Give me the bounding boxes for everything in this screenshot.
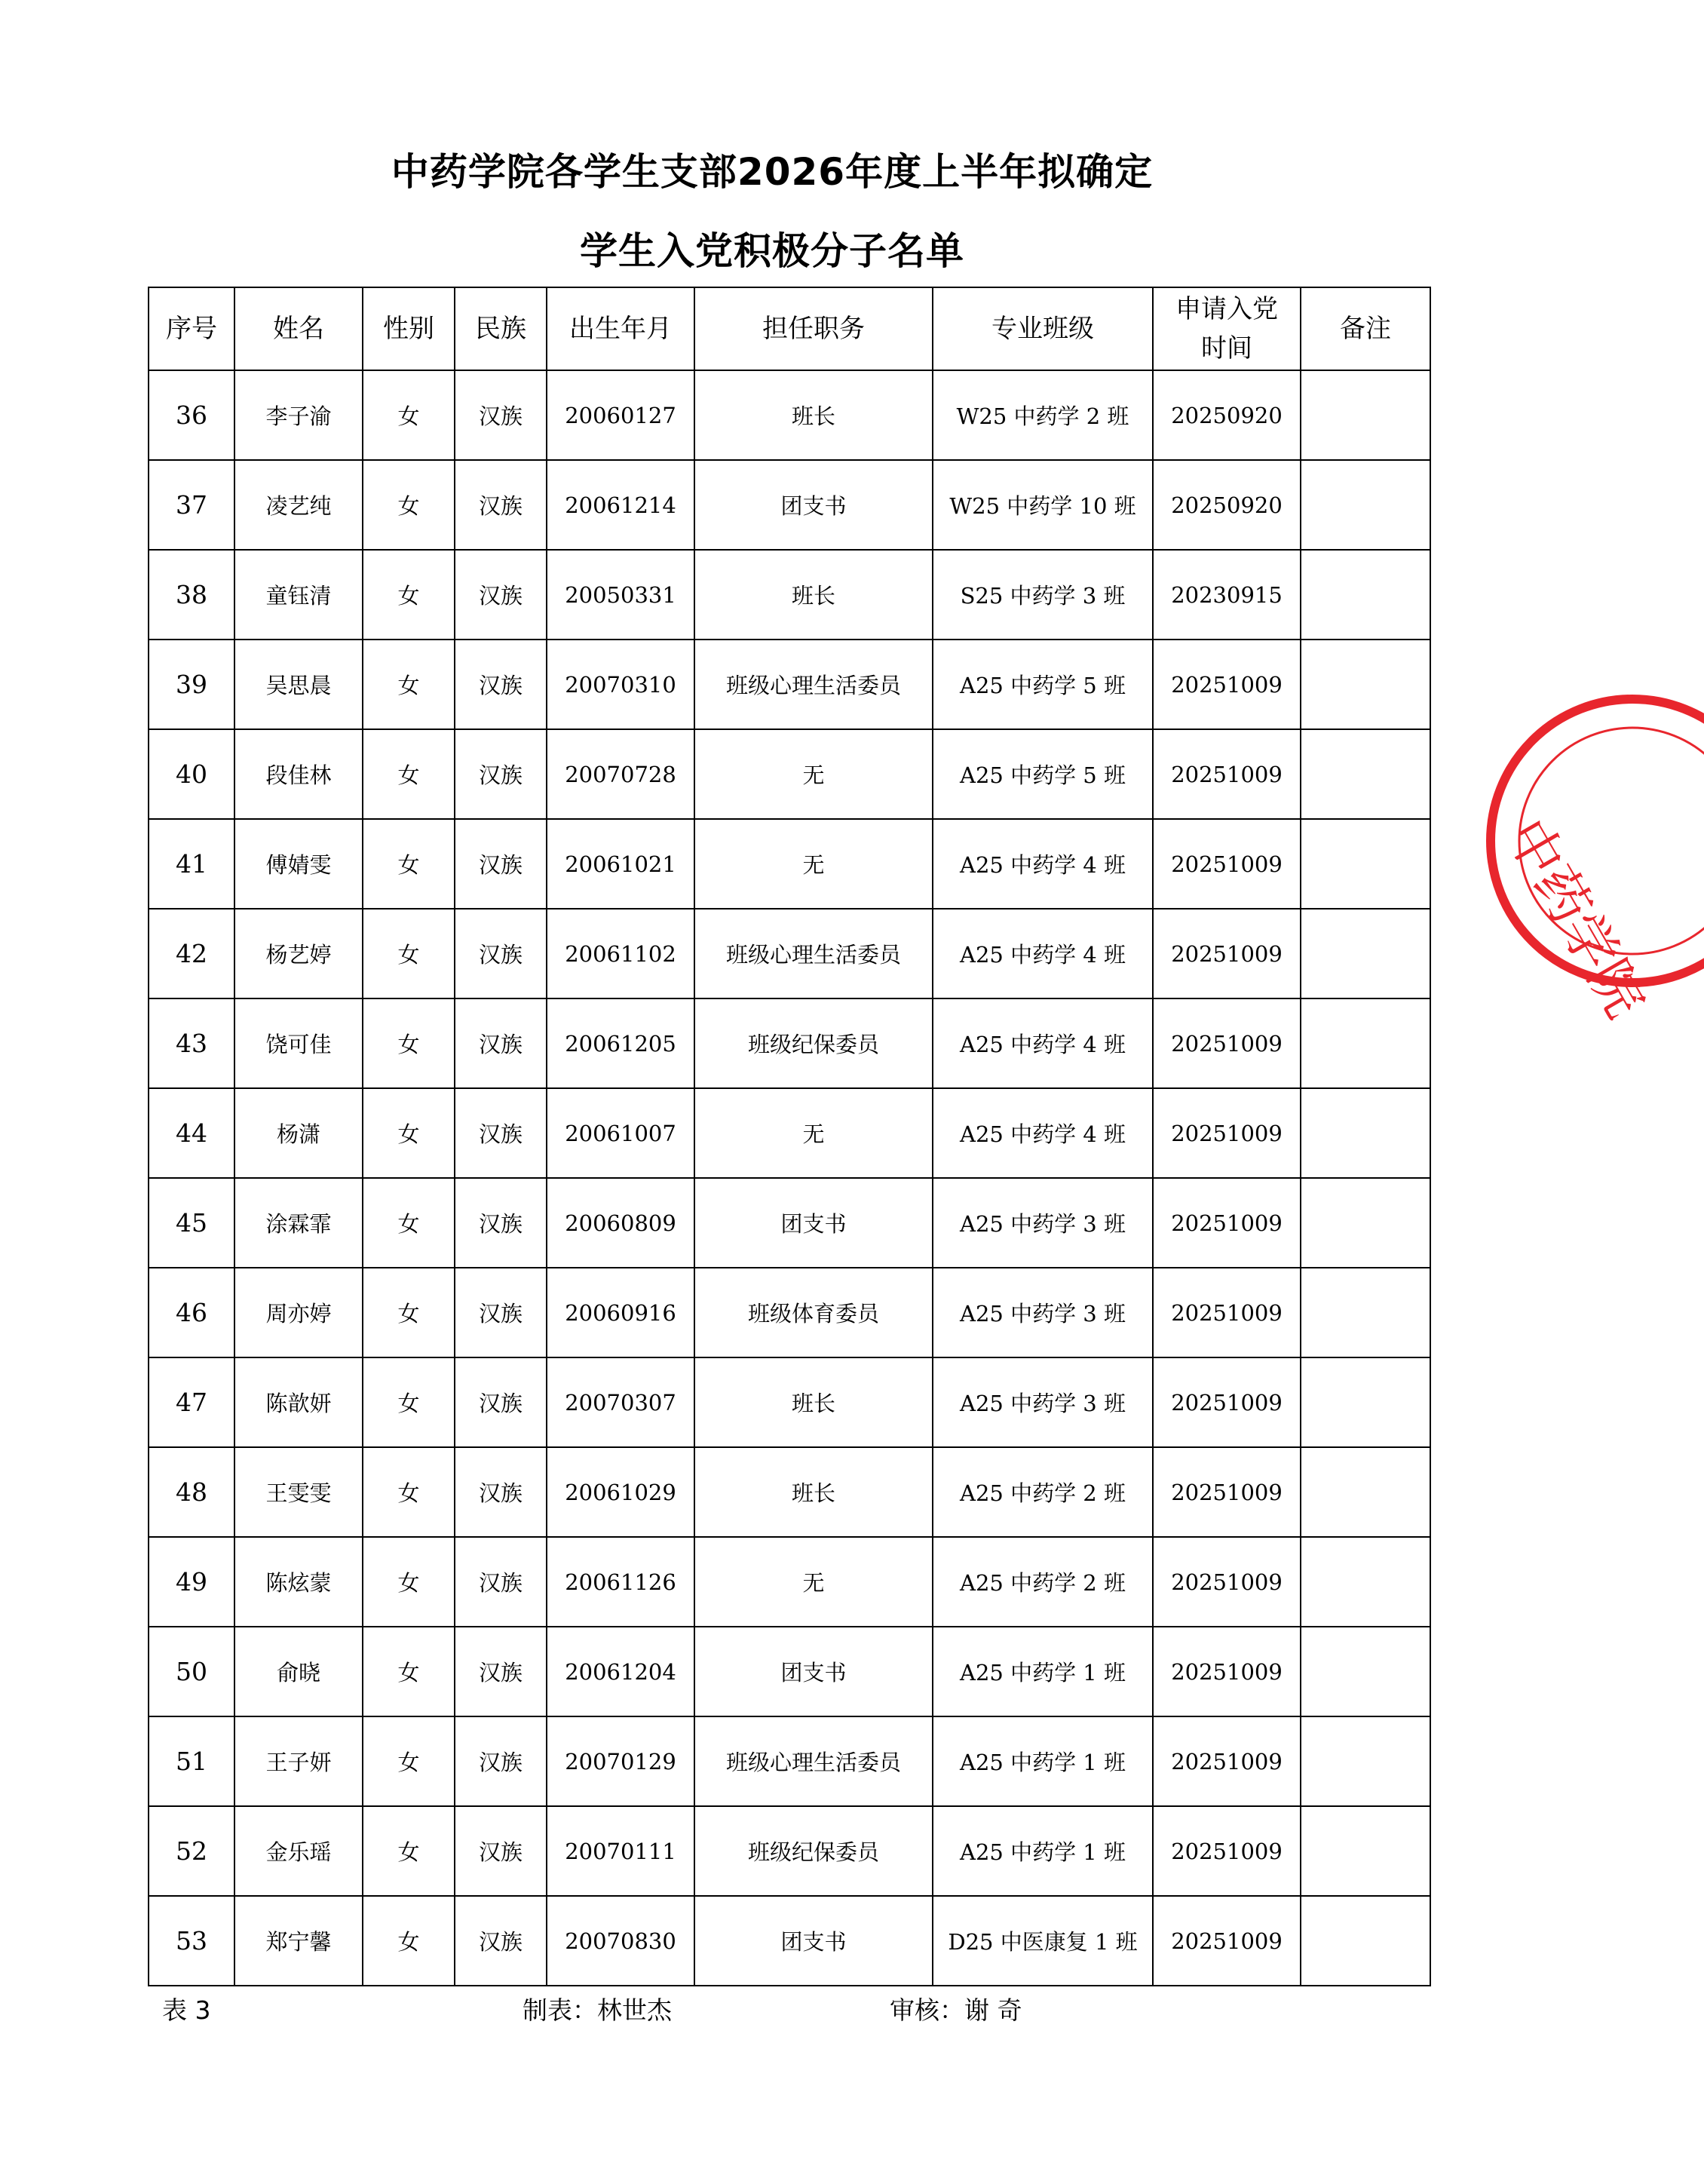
cell-name: 周亦婷 xyxy=(234,1268,363,1357)
cell-remarks xyxy=(1301,1806,1430,1896)
cell-ethnicity: 汉族 xyxy=(455,1268,547,1357)
cell-seq: 39 xyxy=(149,640,234,729)
cell-remarks xyxy=(1301,909,1430,998)
cell-birth: 20070111 xyxy=(547,1806,694,1896)
official-seal-stamp xyxy=(1478,682,1704,1029)
cell-name: 王雯雯 xyxy=(234,1447,363,1537)
cell-apply-time: 20251009 xyxy=(1153,998,1301,1088)
cell-seq: 38 xyxy=(149,550,234,640)
cell-position: 班级体育委员 xyxy=(694,1268,933,1357)
cell-birth: 20070310 xyxy=(547,640,694,729)
header-seq: 序号 xyxy=(149,287,234,370)
cell-gender: 女 xyxy=(363,550,455,640)
cell-seq: 36 xyxy=(149,370,234,460)
cell-position: 班级纪保委员 xyxy=(694,998,933,1088)
table-header-row xyxy=(149,287,1430,370)
cell-gender: 女 xyxy=(363,1178,455,1268)
cell-seq: 43 xyxy=(149,998,234,1088)
cell-gender: 女 xyxy=(363,1806,455,1896)
cell-name: 傅婧雯 xyxy=(234,819,363,909)
cell-remarks xyxy=(1301,1627,1430,1716)
footer-reviewed-by: 审核：谢 奇 xyxy=(890,1995,1022,2025)
table-body xyxy=(149,370,1430,1986)
table-row xyxy=(149,1806,1430,1896)
cell-seq: 49 xyxy=(149,1537,234,1627)
header-apply-line-1: 申请入党 xyxy=(1175,294,1278,324)
footer-table-number: 表 3 xyxy=(162,1995,211,2025)
cell-position: 班级心理生活委员 xyxy=(694,1716,933,1806)
cell-class: A25 中药学 1 班 xyxy=(933,1716,1153,1806)
cell-name: 金乐瑶 xyxy=(234,1806,363,1896)
cell-remarks xyxy=(1301,1178,1430,1268)
cell-name: 段佳林 xyxy=(234,729,363,819)
cell-birth: 20061205 xyxy=(547,998,694,1088)
cell-birth: 20060916 xyxy=(547,1268,694,1357)
table-row xyxy=(149,729,1430,819)
cell-name: 吴思晨 xyxy=(234,640,363,729)
cell-position: 团支书 xyxy=(694,1627,933,1716)
cell-apply-time: 20251009 xyxy=(1153,1806,1301,1896)
cell-ethnicity: 汉族 xyxy=(455,729,547,819)
cell-gender: 女 xyxy=(363,819,455,909)
cell-apply-time: 20250920 xyxy=(1153,460,1301,550)
cell-name: 王子妍 xyxy=(234,1716,363,1806)
cell-remarks xyxy=(1301,370,1430,460)
cell-gender: 女 xyxy=(363,1896,455,1986)
cell-ethnicity: 汉族 xyxy=(455,1088,547,1178)
header-class: 专业班级 xyxy=(933,287,1153,370)
cell-seq: 41 xyxy=(149,819,234,909)
cell-remarks xyxy=(1301,1357,1430,1447)
cell-class: A25 中药学 3 班 xyxy=(933,1357,1153,1447)
table-row xyxy=(149,1627,1430,1716)
table-row xyxy=(149,998,1430,1088)
cell-remarks xyxy=(1301,1268,1430,1357)
cell-apply-time: 20251009 xyxy=(1153,729,1301,819)
cell-name: 杨潇 xyxy=(234,1088,363,1178)
cell-gender: 女 xyxy=(363,1537,455,1627)
table-row xyxy=(149,640,1430,729)
cell-remarks xyxy=(1301,819,1430,909)
cell-seq: 50 xyxy=(149,1627,234,1716)
cell-gender: 女 xyxy=(363,370,455,460)
cell-apply-time: 20251009 xyxy=(1153,1537,1301,1627)
cell-class: A25 中药学 5 班 xyxy=(933,640,1153,729)
cell-ethnicity: 汉族 xyxy=(455,1178,547,1268)
cell-birth: 20070728 xyxy=(547,729,694,819)
header-position: 担任职务 xyxy=(694,287,933,370)
cell-gender: 女 xyxy=(363,1357,455,1447)
cell-ethnicity: 汉族 xyxy=(455,819,547,909)
cell-class: A25 中药学 3 班 xyxy=(933,1268,1153,1357)
cell-position: 班级心理生活委员 xyxy=(694,909,933,998)
cell-remarks xyxy=(1301,640,1430,729)
cell-apply-time: 20251009 xyxy=(1153,1178,1301,1268)
table-row xyxy=(149,1268,1430,1357)
cell-ethnicity: 汉族 xyxy=(455,370,547,460)
cell-seq: 37 xyxy=(149,460,234,550)
cell-position: 无 xyxy=(694,729,933,819)
table-row xyxy=(149,1537,1430,1627)
cell-seq: 47 xyxy=(149,1357,234,1447)
cell-position: 班长 xyxy=(694,550,933,640)
cell-apply-time: 20251009 xyxy=(1153,1716,1301,1806)
cell-class: A25 中药学 4 班 xyxy=(933,819,1153,909)
cell-class: A25 中药学 2 班 xyxy=(933,1447,1153,1537)
header-gender: 性别 xyxy=(363,287,455,370)
cell-seq: 44 xyxy=(149,1088,234,1178)
cell-position: 无 xyxy=(694,1537,933,1627)
cell-class: A25 中药学 3 班 xyxy=(933,1178,1153,1268)
table-row xyxy=(149,460,1430,550)
cell-class: A25 中药学 2 班 xyxy=(933,1537,1153,1627)
cell-birth: 20061021 xyxy=(547,819,694,909)
cell-birth: 20050331 xyxy=(547,550,694,640)
cell-position: 无 xyxy=(694,1088,933,1178)
cell-remarks xyxy=(1301,998,1430,1088)
document-title-line-1: 中药学院各学生支部2026年度上半年拟确定 xyxy=(391,150,1154,194)
cell-seq: 46 xyxy=(149,1268,234,1357)
cell-name: 郑宁馨 xyxy=(234,1896,363,1986)
cell-class: A25 中药学 1 班 xyxy=(933,1806,1153,1896)
table-row xyxy=(149,1088,1430,1178)
cell-position: 团支书 xyxy=(694,460,933,550)
cell-gender: 女 xyxy=(363,729,455,819)
cell-class: D25 中医康复 1 班 xyxy=(933,1896,1153,1986)
cell-apply-time: 20251009 xyxy=(1153,1447,1301,1537)
cell-position: 班长 xyxy=(694,370,933,460)
cell-birth: 20061102 xyxy=(547,909,694,998)
cell-name: 涂霖霏 xyxy=(234,1178,363,1268)
cell-apply-time: 20250920 xyxy=(1153,370,1301,460)
footer-made-by: 制表：林世杰 xyxy=(523,1995,672,2025)
cell-ethnicity: 汉族 xyxy=(455,1537,547,1627)
seal-text: 中药学院 xyxy=(1494,808,1659,1029)
table-row xyxy=(149,1357,1430,1447)
cell-gender: 女 xyxy=(363,1627,455,1716)
cell-apply-time: 20251009 xyxy=(1153,1088,1301,1178)
cell-ethnicity: 汉族 xyxy=(455,460,547,550)
table-row xyxy=(149,1178,1430,1268)
header-name: 姓名 xyxy=(234,287,363,370)
cell-ethnicity: 汉族 xyxy=(455,909,547,998)
cell-name: 杨艺婷 xyxy=(234,909,363,998)
cell-position: 团支书 xyxy=(694,1178,933,1268)
cell-class: A25 中药学 4 班 xyxy=(933,909,1153,998)
cell-name: 陈炫蒙 xyxy=(234,1537,363,1627)
cell-apply-time: 20251009 xyxy=(1153,1896,1301,1986)
cell-remarks xyxy=(1301,1447,1430,1537)
table-row xyxy=(149,1447,1430,1537)
cell-class: A25 中药学 1 班 xyxy=(933,1627,1153,1716)
table-row xyxy=(149,550,1430,640)
cell-birth: 20060809 xyxy=(547,1178,694,1268)
cell-remarks xyxy=(1301,1537,1430,1627)
cell-position: 班级纪保委员 xyxy=(694,1806,933,1896)
cell-remarks xyxy=(1301,1716,1430,1806)
cell-seq: 40 xyxy=(149,729,234,819)
cell-birth: 20070307 xyxy=(547,1357,694,1447)
cell-seq: 42 xyxy=(149,909,234,998)
cell-class: S25 中药学 3 班 xyxy=(933,550,1153,640)
cell-ethnicity: 汉族 xyxy=(455,1447,547,1537)
cell-birth: 20070830 xyxy=(547,1896,694,1986)
cell-apply-time: 20251009 xyxy=(1153,640,1301,729)
cell-birth: 20061029 xyxy=(547,1447,694,1537)
table-row xyxy=(149,370,1430,460)
cell-ethnicity: 汉族 xyxy=(455,640,547,729)
cell-ethnicity: 汉族 xyxy=(455,1716,547,1806)
cell-seq: 52 xyxy=(149,1806,234,1896)
cell-class: W25 中药学 10 班 xyxy=(933,460,1153,550)
cell-apply-time: 20251009 xyxy=(1153,1357,1301,1447)
cell-seq: 51 xyxy=(149,1716,234,1806)
cell-class: A25 中药学 5 班 xyxy=(933,729,1153,819)
cell-class: A25 中药学 4 班 xyxy=(933,998,1153,1088)
cell-seq: 53 xyxy=(149,1896,234,1986)
cell-apply-time: 20251009 xyxy=(1153,1627,1301,1716)
cell-remarks xyxy=(1301,1088,1430,1178)
cell-position: 班长 xyxy=(694,1447,933,1537)
cell-seq: 48 xyxy=(149,1447,234,1537)
cell-name: 饶可佳 xyxy=(234,998,363,1088)
cell-name: 陈歆妍 xyxy=(234,1357,363,1447)
cell-name: 俞晓 xyxy=(234,1627,363,1716)
cell-position: 班长 xyxy=(694,1357,933,1447)
cell-remarks xyxy=(1301,729,1430,819)
cell-ethnicity: 汉族 xyxy=(455,1806,547,1896)
header-birth: 出生年月 xyxy=(547,287,694,370)
cell-gender: 女 xyxy=(363,1268,455,1357)
cell-gender: 女 xyxy=(363,909,455,998)
header-remarks: 备注 xyxy=(1301,287,1430,370)
cell-seq: 45 xyxy=(149,1178,234,1268)
cell-birth: 20061126 xyxy=(547,1537,694,1627)
table-row xyxy=(149,909,1430,998)
cell-ethnicity: 汉族 xyxy=(455,1627,547,1716)
cell-apply-time: 20251009 xyxy=(1153,909,1301,998)
table-row xyxy=(149,1896,1430,1986)
cell-gender: 女 xyxy=(363,460,455,550)
cell-class: A25 中药学 4 班 xyxy=(933,1088,1153,1178)
cell-position: 团支书 xyxy=(694,1896,933,1986)
cell-class: W25 中药学 2 班 xyxy=(933,370,1153,460)
cell-apply-time: 20251009 xyxy=(1153,819,1301,909)
cell-birth: 20061007 xyxy=(547,1088,694,1178)
document-title-line-2: 学生入党积极分子名单 xyxy=(580,229,964,273)
header-ethnicity: 民族 xyxy=(455,287,547,370)
cell-position: 无 xyxy=(694,819,933,909)
cell-birth: 20061204 xyxy=(547,1627,694,1716)
cell-name: 凌艺纯 xyxy=(234,460,363,550)
header-apply-line-2: 时间 xyxy=(1201,333,1252,363)
cell-remarks xyxy=(1301,1896,1430,1986)
cell-gender: 女 xyxy=(363,1447,455,1537)
cell-name: 童钰清 xyxy=(234,550,363,640)
cell-gender: 女 xyxy=(363,1716,455,1806)
cell-remarks xyxy=(1301,550,1430,640)
cell-birth: 20061214 xyxy=(547,460,694,550)
cell-gender: 女 xyxy=(363,1088,455,1178)
cell-gender: 女 xyxy=(363,640,455,729)
cell-position: 班级心理生活委员 xyxy=(694,640,933,729)
cell-ethnicity: 汉族 xyxy=(455,1357,547,1447)
cell-ethnicity: 汉族 xyxy=(455,998,547,1088)
cell-apply-time: 20251009 xyxy=(1153,1268,1301,1357)
cell-name: 李子渝 xyxy=(234,370,363,460)
cell-apply-time: 20230915 xyxy=(1153,550,1301,640)
header-apply-time xyxy=(1153,287,1301,370)
cell-ethnicity: 汉族 xyxy=(455,550,547,640)
cell-birth: 20070129 xyxy=(547,1716,694,1806)
roster-table xyxy=(148,287,1431,1986)
table-row xyxy=(149,819,1430,909)
cell-gender: 女 xyxy=(363,998,455,1088)
cell-birth: 20060127 xyxy=(547,370,694,460)
cell-ethnicity: 汉族 xyxy=(455,1896,547,1986)
cell-remarks xyxy=(1301,460,1430,550)
table-row xyxy=(149,1716,1430,1806)
